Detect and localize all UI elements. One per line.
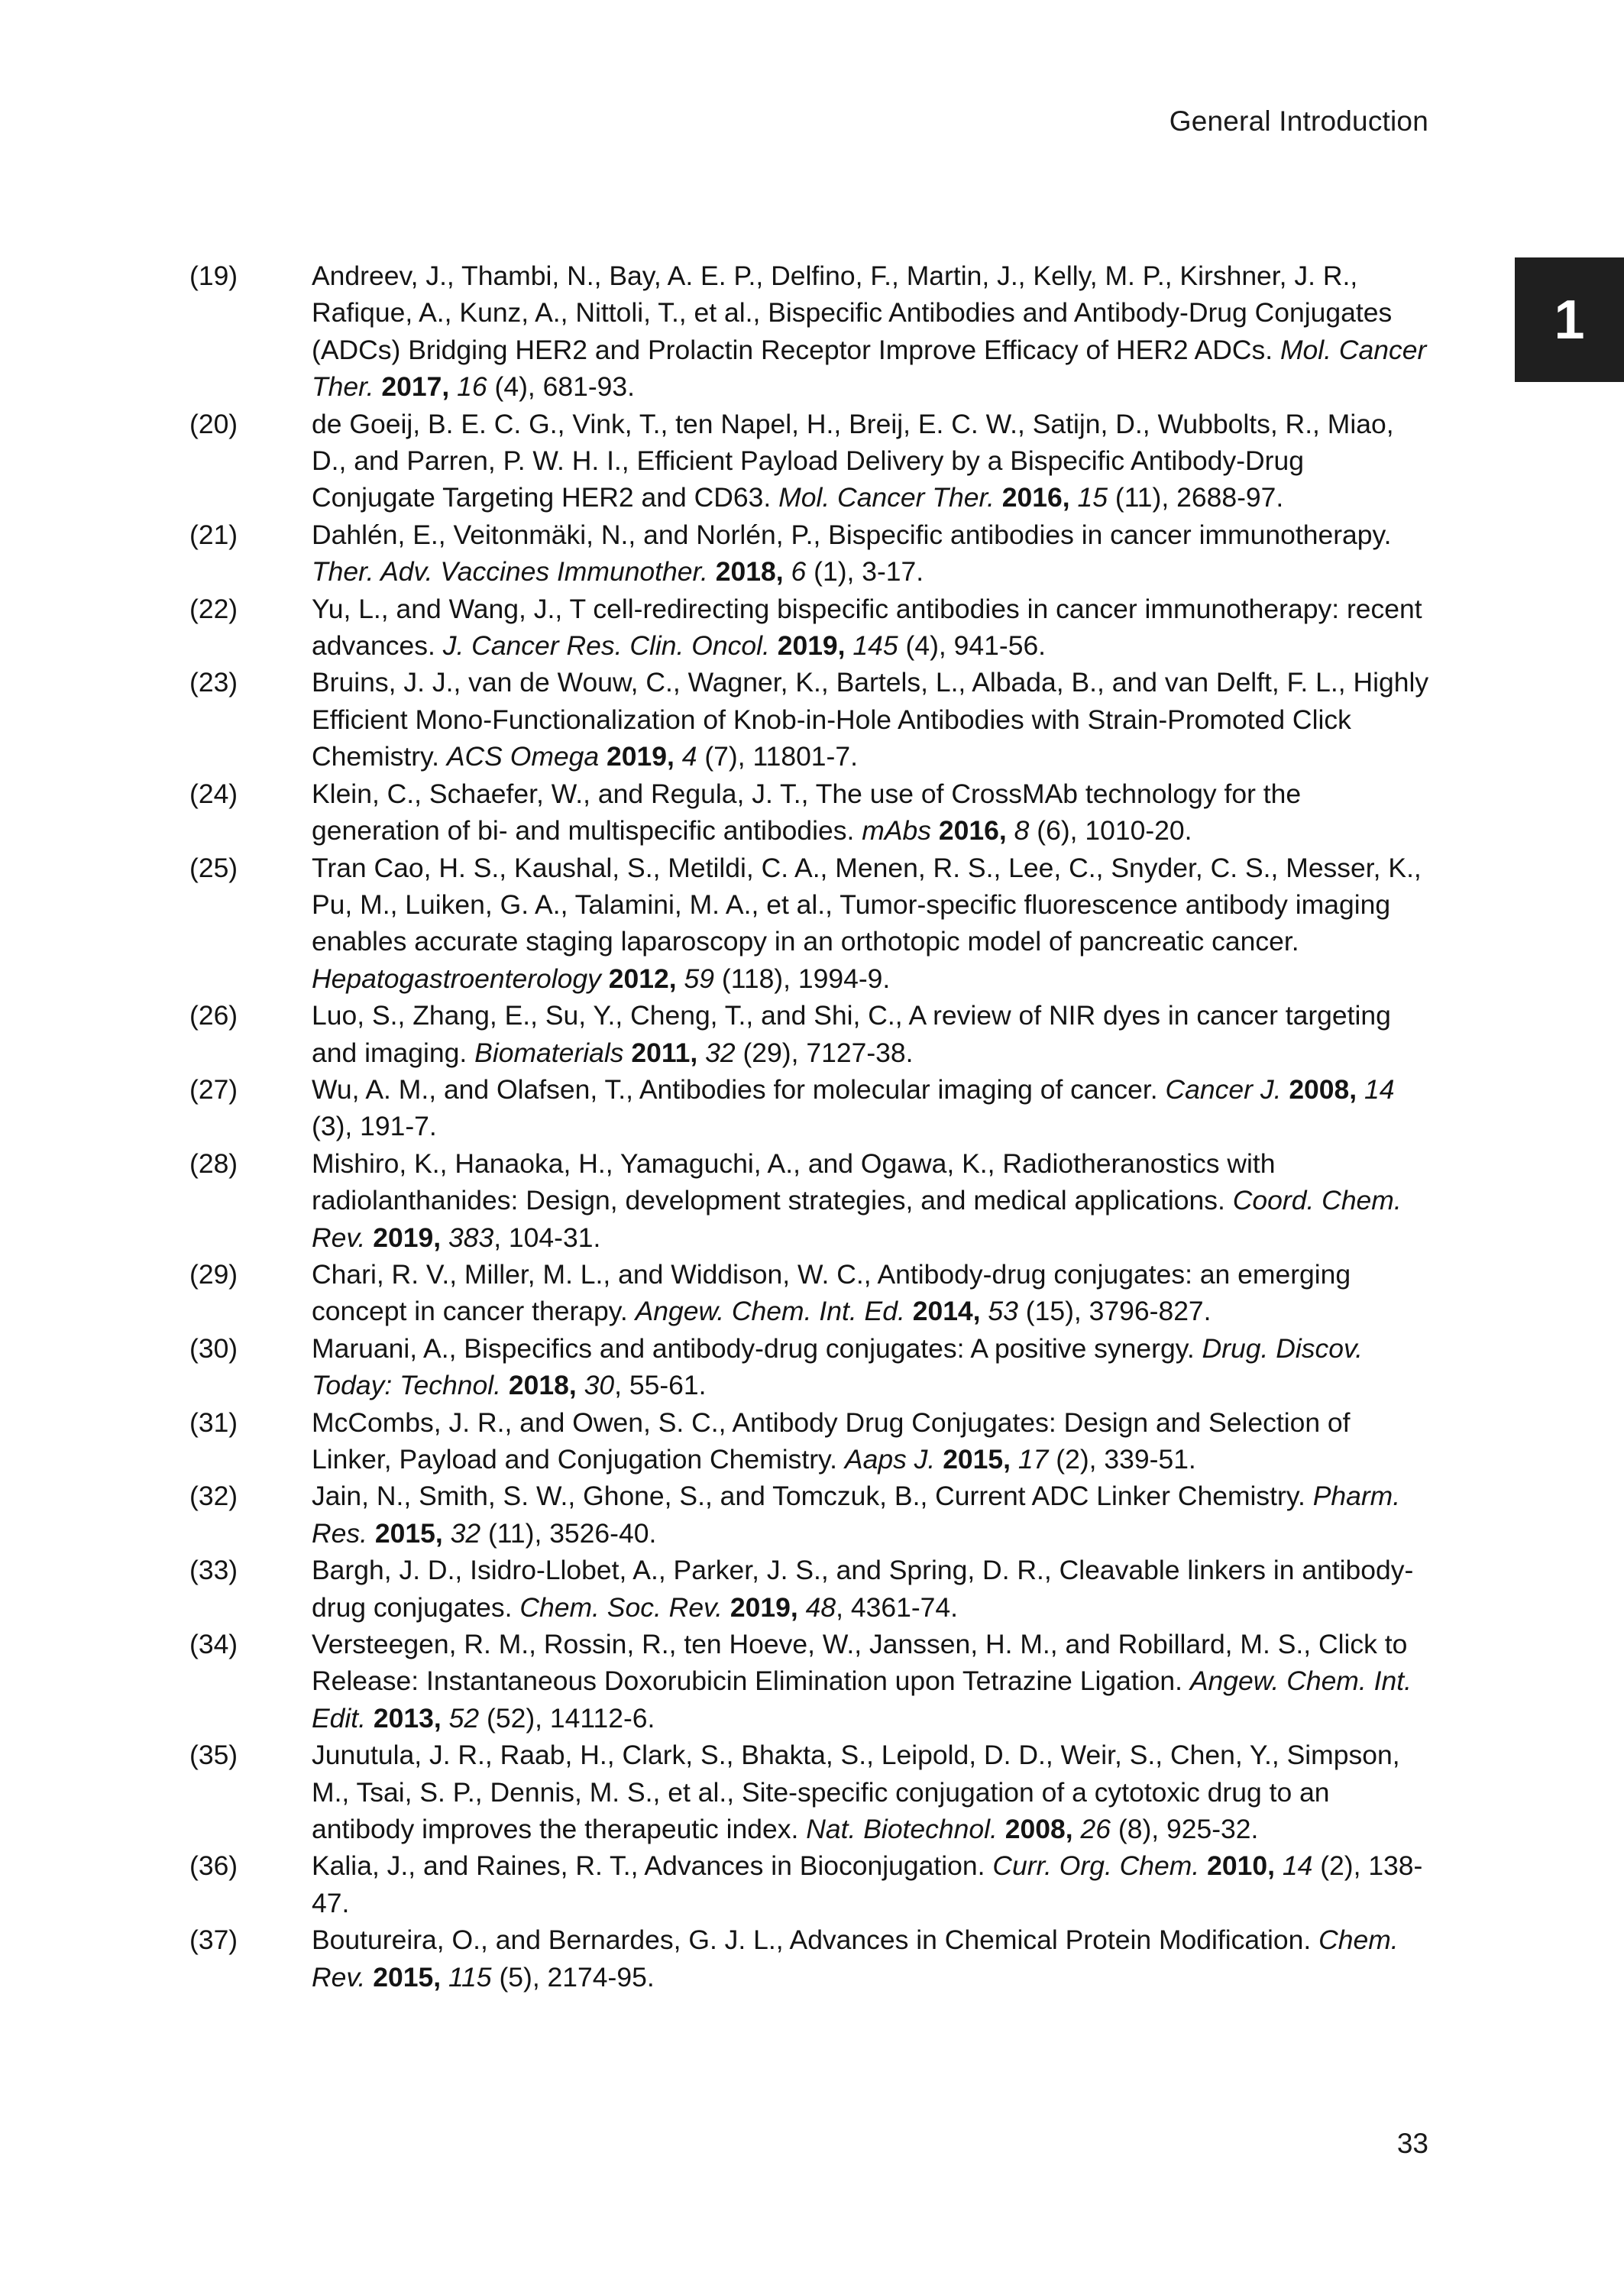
reference-number: (24) — [189, 778, 238, 809]
reference-body: Bruins, J. J., van de Wouw, C., Wagner, K., Bartels, L., Albada, B., and van Delft, F. L., Highly Efficient Mono-Functionalization of Knob-in-Hole Antibodies with Strain-Promoted Click Chemistry. — [312, 667, 1429, 772]
reference-text — [312, 591, 1435, 665]
reference-text — [312, 664, 1435, 775]
reference-volume: 16 — [457, 371, 487, 403]
reference-volume: 26 — [1080, 1814, 1111, 1845]
reference-year: 2008, — [1004, 1814, 1073, 1845]
reference-text — [312, 1404, 1435, 1478]
reference-pages: (2), 339-51. — [1056, 1444, 1196, 1475]
reference-number: (32) — [189, 1481, 238, 1512]
reference-pages: (1), 3-17. — [814, 556, 924, 588]
reference-volume: 383 — [448, 1222, 494, 1253]
reference-number: (25) — [189, 852, 238, 883]
reference-volume: 8 — [1014, 815, 1030, 847]
reference-body: Junutula, J. R., Raab, H., Clark, S., Bhakta, S., Leipold, D. D., Weir, S., Chen, Y., Simpson, M., Tsai, S. P., Dennis, M. S., et al., Site-specific conjugation of a cytotoxic drug to an antibody improves the therapeutic index. — [312, 1740, 1400, 1845]
reference-year: 2019, — [777, 630, 846, 662]
running-header: General Introduction — [1169, 105, 1428, 137]
reference-journal: Angew. Chem. Int. Edit. — [312, 1666, 1412, 1734]
reference-pages: (2), 138-47. — [312, 1850, 1423, 1918]
reference-item — [189, 664, 1435, 775]
reference-body: Jain, N., Smith, S. W., Ghone, S., and Tomczuk, B., Current ADC Linker Chemistry. — [312, 1481, 1313, 1512]
reference-volume: 52 — [448, 1702, 480, 1734]
reference-volume: 48 — [805, 1591, 836, 1623]
reference-text — [312, 1626, 1435, 1737]
reference-body: de Goeij, B. E. C. G., Vink, T., ten Napel, H., Breij, E. C. W., Satijn, D., Wubbolts, R., Miao, D., and Parren, P. W. H. I., Efficient Payload Delivery by a Bispecific Antibody-Drug Conjugate Targeting HER2 and CD63. — [312, 408, 1394, 513]
reference-volume: 59 — [684, 963, 715, 994]
reference-number: (30) — [189, 1332, 238, 1364]
reference-year: 2018, — [508, 1370, 577, 1401]
reference-year: 2013, — [373, 1702, 442, 1734]
page-number: 33 — [1396, 2128, 1428, 2159]
reference-pages: (3), 191-7. — [312, 1111, 437, 1142]
reference-list — [189, 257, 1435, 1996]
reference-year: 2010, — [1207, 1850, 1275, 1882]
reference-year: 2019, — [730, 1591, 798, 1623]
reference-pages: (11), 2688-97. — [1114, 482, 1284, 513]
reference-item — [189, 406, 1435, 516]
reference-year: 2018, — [715, 556, 784, 588]
reference-item — [189, 1847, 1435, 1921]
reference-journal: Aaps J. — [844, 1444, 936, 1475]
reference-body: Klein, C., Schaefer, W., and Regula, J. T., The use of CrossMAb technology for the generation of bi- and multispecific antibodies. — [312, 778, 1302, 847]
chapter-tab: 1 — [1515, 257, 1624, 382]
reference-text — [312, 1071, 1435, 1145]
reference-body: Luo, S., Zhang, E., Su, Y., Cheng, T., and Shi, C., A review of NIR dyes in cancer targeting and imaging. — [312, 1000, 1391, 1068]
reference-item — [189, 1737, 1435, 1847]
reference-item — [189, 591, 1435, 665]
reference-pages: (11), 3526-40. — [487, 1517, 657, 1549]
reference-body: Versteegen, R. M., Rossin, R., ten Hoeve, W., Janssen, H. M., and Robillard, M. S., Click to Release: Instantaneous Doxorubicin Elimination upon Tetrazine Ligation. — [312, 1629, 1408, 1697]
reference-item — [189, 850, 1435, 998]
reference-text — [312, 516, 1435, 591]
reference-body: Dahlén, E., Veitonmäki, N., and Norlén, P., Bispecific antibodies in cancer immunotherapy. — [312, 519, 1392, 550]
reference-year: 2014, — [912, 1296, 981, 1327]
reference-text — [312, 997, 1435, 1071]
reference-journal: Coord. Chem. Rev. — [312, 1185, 1402, 1253]
reference-body: Chari, R. V., Miller, M. L., and Widdison, W. C., Antibody-drug conjugates: an emerging concept in cancer therapy. — [312, 1258, 1351, 1327]
reference-volume: 32 — [705, 1037, 736, 1068]
reference-volume: 30 — [584, 1370, 615, 1401]
reference-pages: (15), 3796-827. — [1025, 1296, 1212, 1327]
reference-pages: (4), 941-56. — [905, 630, 1047, 662]
reference-volume: 14 — [1364, 1073, 1395, 1105]
reference-body: Kalia, J., and Raines, R. T., Advances in Bioconjugation. — [312, 1850, 993, 1882]
reference-volume: 53 — [988, 1296, 1018, 1327]
reference-pages: (6), 1010-20. — [1037, 815, 1192, 847]
reference-volume: 145 — [852, 630, 898, 662]
reference-year: 2019, — [373, 1222, 442, 1253]
reference-journal: Cancer J. — [1165, 1073, 1282, 1105]
reference-text — [312, 1737, 1435, 1847]
reference-body: Andreev, J., Thambi, N., Bay, A. E. P., Delfino, F., Martin, J., Kelly, M. P., Kirshner, J. R., Rafique, A., Kunz, A., Nittoli, T., et al., Bispecific Antibodies and Antibody-Drug Conjugates (ADCs) Bridging HER2 and Prolactin Receptor Improve Efficacy of HER2 ADCs. — [312, 261, 1393, 365]
reference-item — [189, 1404, 1435, 1478]
reference-body: Maruani, A., Bispecifics and antibody-drug conjugates: A positive synergy. — [312, 1332, 1202, 1364]
reference-text — [312, 257, 1435, 406]
reference-journal: Curr. Org. Chem. — [992, 1850, 1200, 1882]
reference-number: (22) — [189, 593, 238, 624]
reference-item — [189, 1256, 1435, 1330]
reference-journal: ACS Omega — [446, 741, 600, 772]
reference-number: (33) — [189, 1555, 238, 1586]
reference-year: 2008, — [1289, 1073, 1357, 1105]
reference-text — [312, 406, 1435, 516]
reference-journal: Hepatogastroenterology — [312, 963, 601, 994]
reference-volume: 115 — [448, 1961, 492, 1993]
reference-item — [189, 1330, 1435, 1404]
reference-year: 2012, — [608, 963, 677, 994]
reference-pages: (8), 925-32. — [1118, 1814, 1259, 1845]
reference-body: McCombs, J. R., and Owen, S. C., Antibody Drug Conjugates: Design and Selection of Linker, Payload and Conjugation Chemistry. — [312, 1407, 1351, 1475]
reference-volume: 14 — [1282, 1850, 1313, 1882]
reference-volume: 17 — [1017, 1444, 1049, 1475]
reference-text — [312, 1256, 1435, 1330]
reference-text — [312, 1552, 1435, 1626]
reference-item — [189, 516, 1435, 591]
reference-number: (34) — [189, 1629, 238, 1660]
reference-year: 2019, — [607, 741, 675, 772]
reference-number: (31) — [189, 1407, 238, 1438]
reference-year: 2016, — [938, 815, 1007, 847]
reference-text — [312, 1847, 1435, 1921]
reference-journal: Chem. Rev. — [312, 1925, 1399, 1993]
reference-text — [312, 1145, 1435, 1256]
reference-volume: 15 — [1077, 482, 1108, 513]
reference-pages: , 104-31. — [493, 1222, 601, 1253]
reference-text — [312, 775, 1435, 850]
reference-pages: , 4361-74. — [836, 1591, 959, 1623]
reference-number: (37) — [189, 1925, 238, 1956]
reference-journal: Mol. Cancer Ther. — [778, 482, 995, 513]
reference-item — [189, 257, 1435, 406]
reference-journal: Biomaterials — [474, 1037, 624, 1068]
reference-item — [189, 1145, 1435, 1256]
reference-volume: 4 — [681, 741, 697, 772]
reference-number: (26) — [189, 1000, 238, 1031]
reference-number: (23) — [189, 667, 238, 698]
reference-journal: Chem. Soc. Rev. — [519, 1591, 723, 1623]
reference-body: Yu, L., and Wang, J., T cell-redirecting bispecific antibodies in cancer immunotherapy: recent advances. — [312, 593, 1422, 662]
reference-item — [189, 1478, 1435, 1552]
reference-text — [312, 1921, 1435, 1996]
reference-number: (36) — [189, 1850, 238, 1882]
reference-journal: Mol. Cancer Ther. — [312, 334, 1427, 403]
reference-pages: (4), 681-93. — [494, 371, 636, 403]
reference-pages: (5), 2174-95. — [499, 1961, 655, 1993]
reference-volume: 6 — [791, 556, 807, 588]
reference-number: (28) — [189, 1148, 238, 1179]
reference-number: (35) — [189, 1740, 238, 1771]
reference-item — [189, 1071, 1435, 1145]
reference-body: Boutureira, O., and Bernardes, G. J. L., Advances in Chemical Protein Modification. — [312, 1925, 1319, 1956]
reference-year: 2017, — [381, 371, 450, 403]
reference-pages: , 55-61. — [614, 1370, 707, 1401]
reference-pages: (52), 14112-6. — [487, 1702, 655, 1734]
reference-journal: Nat. Biotechnol. — [806, 1814, 998, 1845]
reference-volume: 32 — [450, 1517, 481, 1549]
reference-body: Mishiro, K., Hanaoka, H., Yamaguchi, A., and Ogawa, K., Radiotheranostics with radiolanthanides: Design, development strategies, and medical applications. — [312, 1148, 1276, 1216]
reference-text — [312, 1478, 1435, 1552]
reference-journal: Drug. Discov. Today: Technol. — [312, 1332, 1363, 1401]
reference-journal: Ther. Adv. Vaccines Immunother. — [312, 556, 708, 588]
reference-number: (20) — [189, 408, 238, 439]
reference-year: 2011, — [631, 1037, 698, 1068]
reference-year: 2015, — [374, 1517, 443, 1549]
reference-body: Bargh, J. D., Isidro-Llobet, A., Parker, J. S., and Spring, D. R., Cleavable linkers in antibody-drug conjugates. — [312, 1555, 1414, 1623]
reference-body: Tran Cao, H. S., Kaushal, S., Metildi, C. A., Menen, R. S., Lee, C., Snyder, C. S., Messer, K., Pu, M., Luiken, G. A., Talamini, M. A., et al., Tumor-specific fluorescence antibody imaging enables accurate staging laparoscopy in an orthotopic model of pancreatic cancer. — [312, 852, 1422, 957]
reference-year: 2015, — [373, 1961, 442, 1993]
reference-number: (21) — [189, 519, 238, 550]
reference-journal: J. Cancer Res. Clin. Oncol. — [442, 630, 770, 662]
reference-item — [189, 1552, 1435, 1626]
reference-pages: (29), 7127-38. — [742, 1037, 914, 1068]
reference-item — [189, 1626, 1435, 1737]
reference-number: (27) — [189, 1073, 238, 1105]
reference-pages: (118), 1994-9. — [721, 963, 891, 994]
reference-journal: mAbs — [862, 815, 932, 847]
reference-item — [189, 1921, 1435, 1996]
reference-journal: Angew. Chem. Int. Ed. — [635, 1296, 905, 1327]
reference-body: Wu, A. M., and Olafsen, T., Antibodies for molecular imaging of cancer. — [312, 1073, 1166, 1105]
reference-text — [312, 1330, 1435, 1404]
reference-pages: (7), 11801-7. — [704, 741, 858, 772]
reference-year: 2016, — [1001, 482, 1070, 513]
reference-number: (19) — [189, 261, 238, 291]
reference-item — [189, 775, 1435, 850]
reference-text — [312, 850, 1435, 998]
reference-number: (29) — [189, 1258, 238, 1290]
reference-journal: Pharm. Res. — [312, 1481, 1401, 1549]
reference-item — [189, 997, 1435, 1071]
reference-year: 2015, — [943, 1444, 1011, 1475]
